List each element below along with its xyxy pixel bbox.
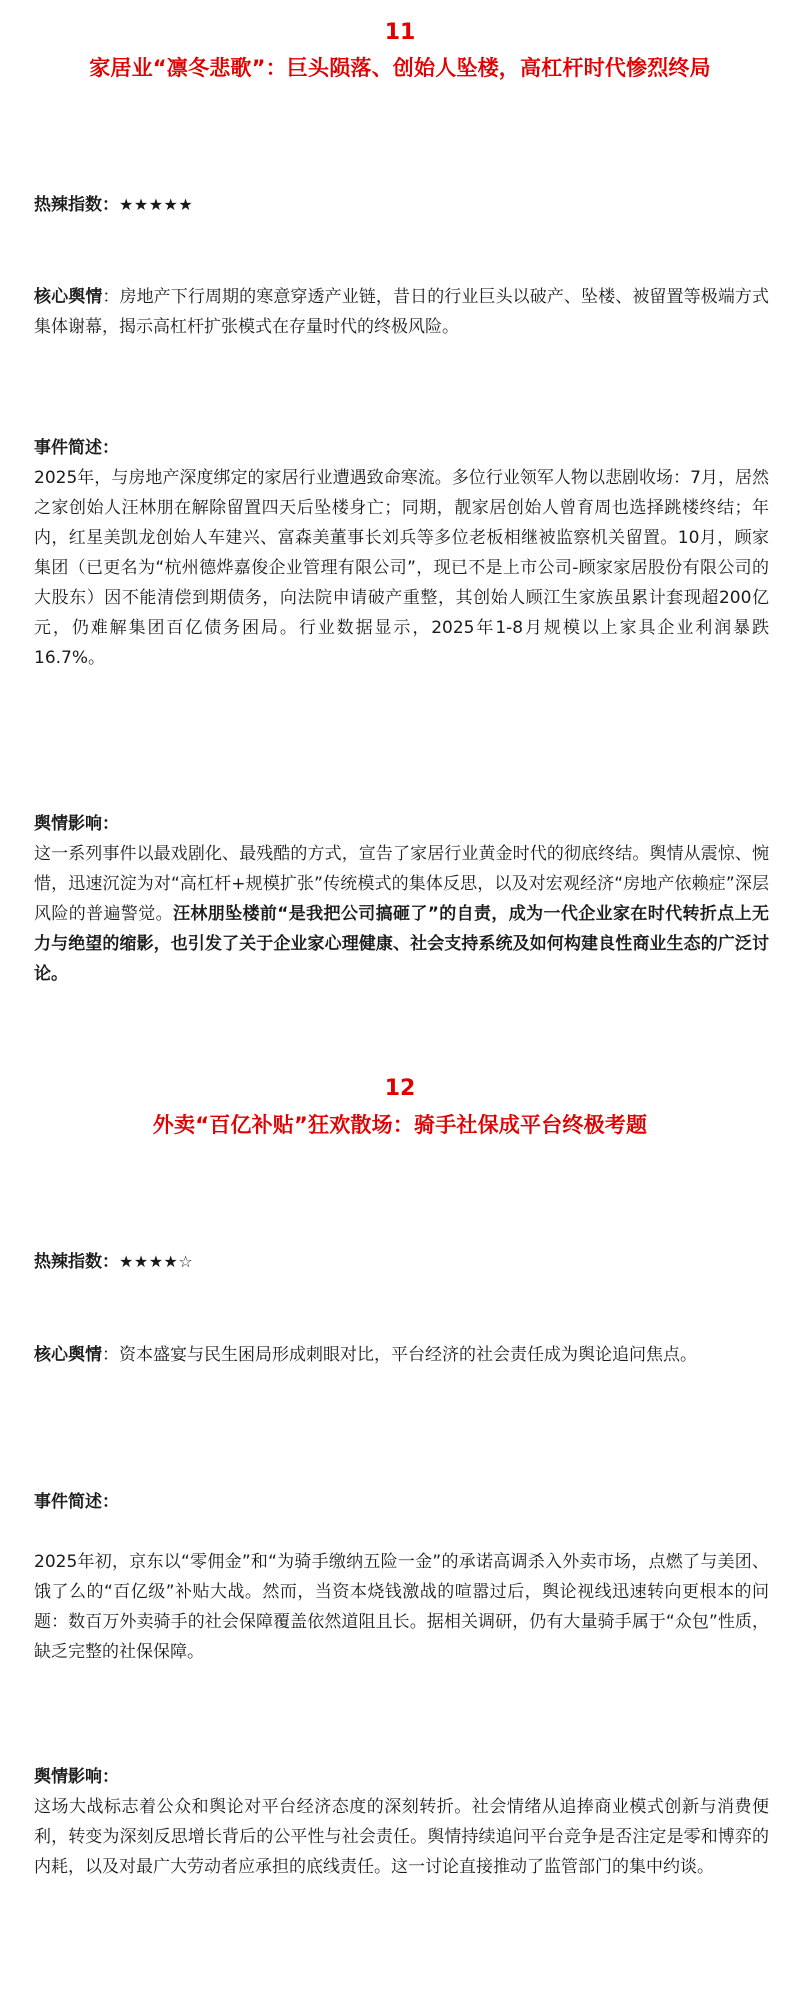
impact-text: 这场大战标志着公众和舆论对平台经济态度的深刻转折。社会情绪从追捧商业模式创新与消费便利，转变为深刻反思增长背后的公平性与社会责任。舆情持续追问平台竞争是否注定是零和博弈的内耗，以及对最广大劳动者应承担的底线责任。这一讨论直接推动了监管部门的集中约谈。 xyxy=(34,1797,769,1877)
heat-index xyxy=(34,190,769,220)
impact-text: 这一系列事件以最戏剧化、最残酷的方式，宣告了家居行业黄金时代的彻底终结。舆情从震惊、惋惜，迅速沉淀为对“高杠杆+规模扩张”传统模式的集体反思，以及对宏观经济“房地产依赖症”深层风险的普遍警觉。 xyxy=(34,844,769,924)
heat-stars: ★★★★☆ xyxy=(119,1252,194,1271)
opinion-impact xyxy=(34,1762,769,1882)
opinion-impact xyxy=(34,809,769,989)
event-text: 2025年，与房地产深度绑定的家居行业遭遇致命寒流。多位行业领军人物以悲剧收场：7月，居然之家创始人汪林朋在解除留置四天后坠楼身亡；同期，靓家居创始人曾育周也选择跳楼终结；年内，红星美凯龙创始人车建兴、富森美董事长刘兵等多位老板相继被监察机关留置。10月，顾家集团（已更名为“杭州德烨嘉俊企业管理有限公司”，现已不是上市公司-顾家家居股份有限公司的大股东）因不能清偿到期债务，向法院申请破产重整，其创始人顾江生家族虽累计套现超200亿元，仍难解集团百亿债务困局。行业数据显示，2025年1-8月规模以上家具企业利润暴跌16.7%。 xyxy=(34,468,769,668)
section-headline: 外卖“百亿补贴”狂欢散场：骑手社保成平台终极考题 xyxy=(152,1113,648,1137)
heat-index xyxy=(34,1247,769,1277)
heat-stars: ★★★★★ xyxy=(119,195,194,214)
impact-label: 舆情影响： xyxy=(34,1767,119,1787)
core-opinion xyxy=(34,282,769,342)
heat-label: 热辣指数： xyxy=(34,195,119,215)
impact-bold-text: 汪林朋坠楼前“是我把公司搞砸了”的自责，成为一代企业家在时代转折点上无力与绝望的缩影，也引发了关于企业家心理健康、社会支持系统及如何构建良性商业生态的广泛讨论。 xyxy=(34,904,769,984)
core-label: 核心舆情 xyxy=(34,287,103,307)
event-label: 事件简述： xyxy=(34,1492,119,1512)
heat-label: 热辣指数： xyxy=(34,1252,119,1272)
event-text: 2025年初，京东以“零佣金”和“为骑手缴纳五险一金”的承诺高调杀入外卖市场，点燃了与美团、饿了么的“百亿级”补贴大战。然而，当资本烧钱激战的喧嚣过后，舆论视线迅速转向更根本的问题：数百万外卖骑手的社会保障覆盖依然道阻且长。据相关调研，仍有大量骑手属于“众包”性质，缺乏完整的社保保障。 xyxy=(34,1552,769,1662)
section-number: 12 xyxy=(384,1076,416,1101)
event-spacer xyxy=(34,1517,769,1547)
event-summary xyxy=(34,1487,769,1667)
core-label: 核心舆情 xyxy=(34,1345,102,1365)
section-number: 11 xyxy=(384,20,416,45)
core-text: ：房地产下行周期的寒意穿透产业链，昔日的行业巨头以破产、坠楼、被留置等极端方式集体谢幕，揭示高杠杆扩张模式在存量时代的终极风险。 xyxy=(34,287,770,337)
section-headline: 家居业“凛冬悲歌”：巨头陨落、创始人坠楼，高杠杆时代惨烈终局 xyxy=(89,56,711,80)
core-text: ：资本盛宴与民生困局形成刺眼对比，平台经济的社会责任成为舆论追问焦点。 xyxy=(102,1345,697,1365)
impact-label: 舆情影响： xyxy=(34,814,119,834)
core-opinion xyxy=(34,1340,769,1370)
event-label: 事件简述： xyxy=(34,438,119,458)
event-summary xyxy=(34,433,769,673)
